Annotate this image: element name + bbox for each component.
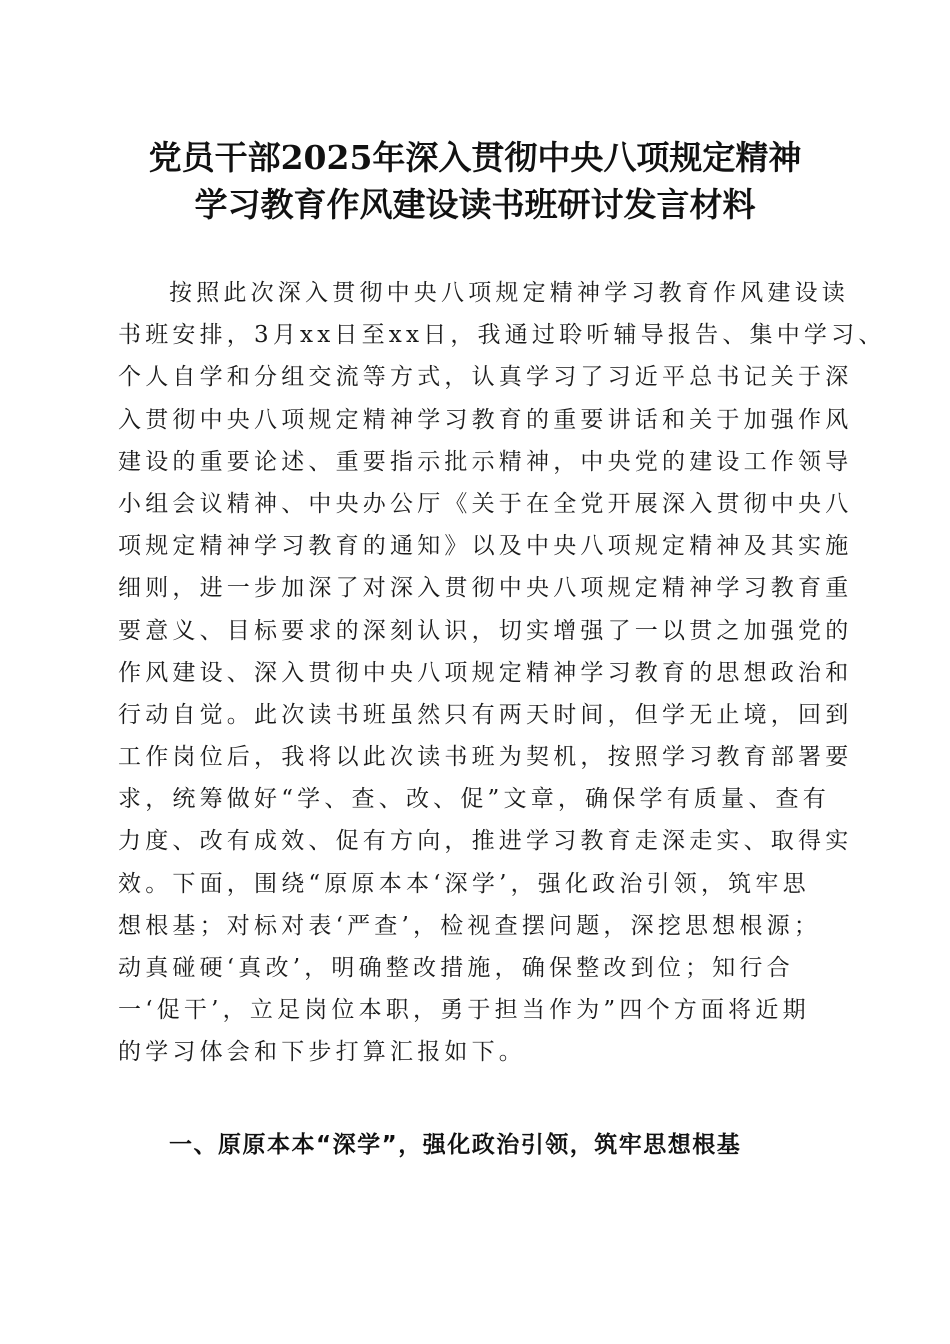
paragraph-line: 一‘促干’，立足岗位本职，勇于担当作为”四个方面将近期 <box>118 997 810 1024</box>
paragraph-line: 按照此次深入贯彻中央八项规定精神学习教育作风建设读 <box>169 280 849 306</box>
paragraph-line: 入贯彻中央八项规定精神学习教育的重要讲话和关于加强作风 <box>118 406 853 433</box>
section-heading: 一、原原本本“深学”，强化政治引领，筑牢思想根基 <box>169 1132 742 1158</box>
paragraph-line: 工作岗位后，我将以此次读书班为契机，按照学习教育部署要 <box>118 744 853 771</box>
paragraph-line: 求，统筹做好“学、查、改、促”文章，确保学有质量、查有 <box>118 786 830 813</box>
paragraph-line: 动真碰硬‘真改’，明确整改措施，确保整改到位；知行合 <box>118 955 794 981</box>
paragraph-line: 的学习体会和下步打算汇报如下。 <box>118 1039 526 1066</box>
intro-paragraph <box>118 272 886 1074</box>
paragraph-line: 个人自学和分组交流等方式，认真学习了习近平总书记关于深 <box>118 364 853 391</box>
paragraph-line: 细则，进一步加深了对深入贯彻中央八项规定精神学习教育重 <box>118 575 853 602</box>
paragraph-line: 想根基；对标对表‘严查’，检视查摆问题，深挖思想根源； <box>118 912 822 939</box>
paragraph-line: 小组会议精神、中央办公厅《关于在全党开展深入贯彻中央八 <box>118 490 853 517</box>
document-title-line-2: 学习教育作风建设读书班研讨发言材料 <box>194 185 756 224</box>
document-title-line-1: 党员干部2025年深入贯彻中央八项规定精神 <box>148 138 802 177</box>
paragraph-line: 书班安排，3月xx日至xx日，我通过聆听辅导报告、集中学习、 <box>118 322 886 349</box>
paragraph-line: 效。下面，围绕“原原本本‘深学’，强化政治引领，筑牢思 <box>118 870 810 897</box>
paragraph-line: 要意义、目标要求的深刻认识，切实增强了一以贯之加强党的 <box>118 617 853 644</box>
paragraph-line: 力度、改有成效、促有方向，推进学习教育走深走实、取得实 <box>118 828 853 855</box>
paragraph-line: 作风建设、深入贯彻中央八项规定精神学习教育的思想政治和 <box>118 659 853 686</box>
paragraph-line: 项规定精神学习教育的通知》以及中央八项规定精神及其实施 <box>118 533 853 560</box>
paragraph-line: 行动自觉。此次读书班虽然只有两天时间，但学无止境，回到 <box>118 701 853 728</box>
paragraph-line: 建设的重要论述、重要指示批示精神，中央党的建设工作领导 <box>118 448 853 475</box>
